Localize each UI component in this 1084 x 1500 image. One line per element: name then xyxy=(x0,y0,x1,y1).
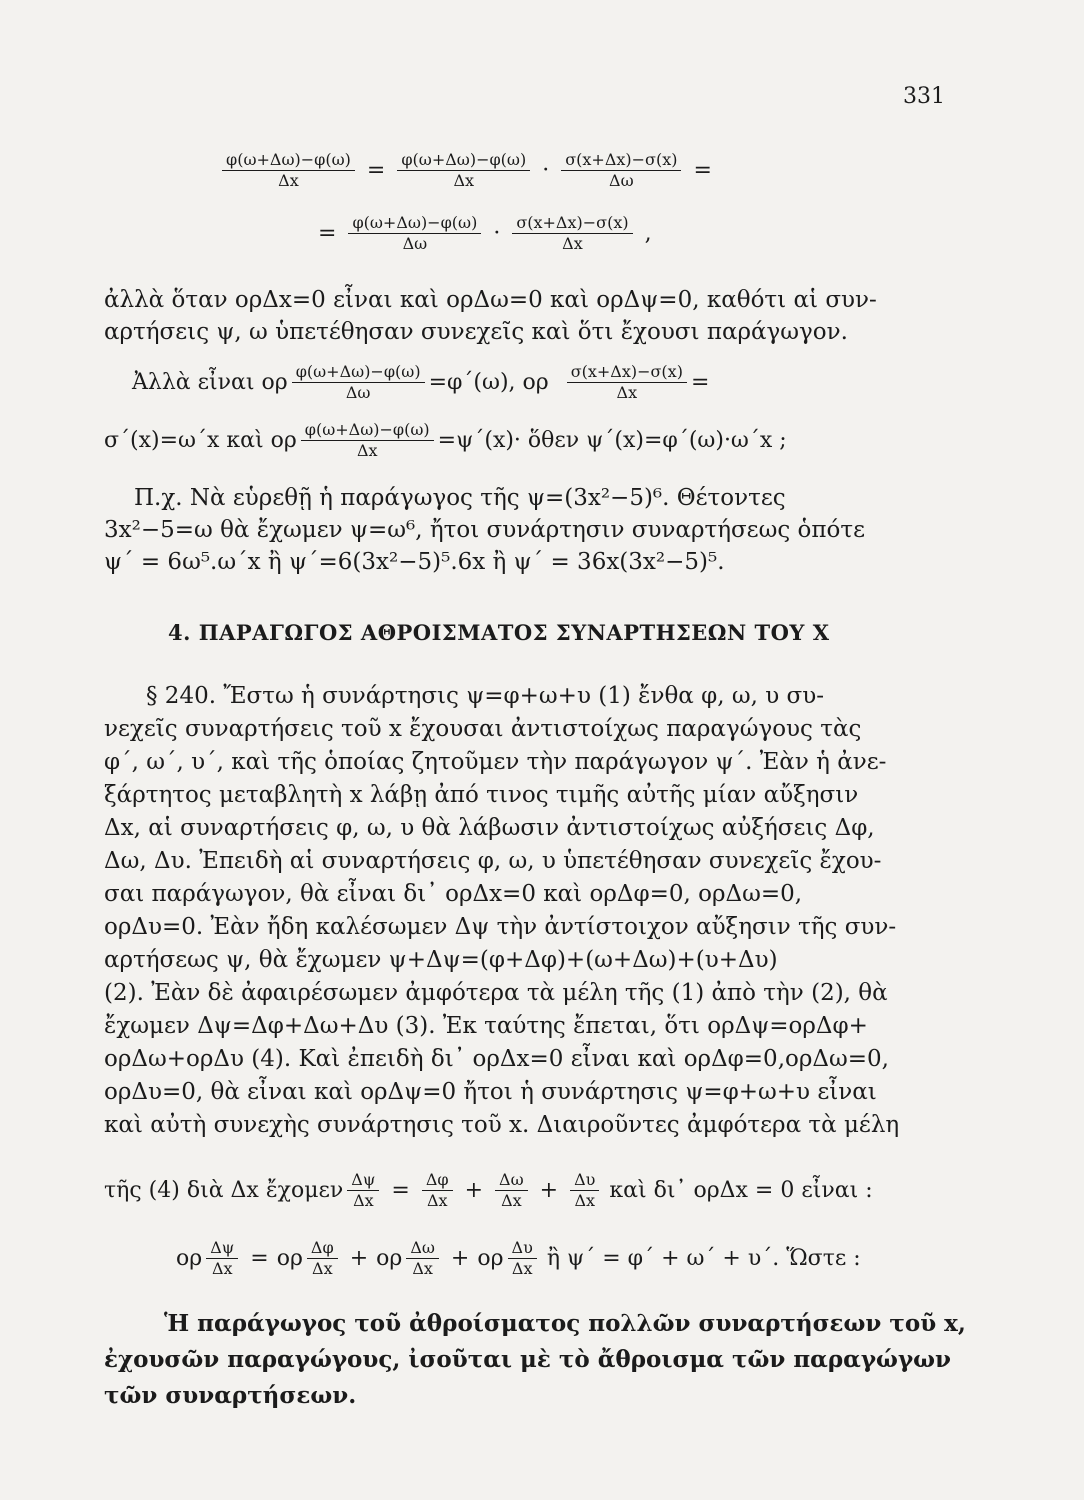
text-line: αρτήσεις ψ, ω ὑπετέθησαν συνεχεῖς καὶ ὅτι ἔχουσι παράγωγον. xyxy=(104,319,848,345)
text-line: ἀλλὰ ὅταν ορΔx=0 εἶναι καὶ ορΔω=0 καὶ ορΔψ=0, καθότι αἱ συν- xyxy=(104,287,877,313)
page-number: 331 xyxy=(903,84,945,109)
section-line: ορΔυ=0. Ἐὰν ἤδη καλέσωμεν Δψ τὴν ἀντίστοιχον αὔξησιν τῆς συν- xyxy=(104,914,897,940)
fraction: $\frac{\varphi(\omega+\Delta\omega)-\varphi(\omega)}{\Delta x}$ xyxy=(301,420,434,461)
equation-1: $\frac{\varphi(\omega+\Delta\omega)-\varphi(\omega)}{\Delta x}$ = $\frac{\varphi(\omega+\Delta\omega)-\varphi(\omega)}{\Delta x}$ · $\frac{\sigma(x+\Delta x)-\sigma(x)}{\Delta\omega}$ = xyxy=(218,150,720,191)
example-line: 3x²−5=ω θὰ ἔχωμεν ψ=ω⁶, ἤτοι συνάρτησιν συναρτήσεως ὁπότε xyxy=(104,517,865,543)
fraction: $\frac{\Delta\upsilon}{\Delta x}$ xyxy=(570,1170,599,1211)
theorem-line: ἐχουσῶν παραγώγους, ἰσοῦται μὲ τὸ ἄθροισμα τῶν παραγώγων xyxy=(104,1346,951,1373)
section-line: § 240. Ἔστω ἡ συνάρτησις ψ=φ+ω+υ (1) ἔνθα φ, ω, υ συ- xyxy=(146,683,824,709)
section-line: αρτήσεως ψ, θὰ ἔχωμεν ψ+Δψ=(φ+Δφ)+(ω+Δω)+(υ+Δυ) xyxy=(104,947,778,973)
fraction: $\frac{\Delta\psi}{\Delta x}$ xyxy=(206,1238,238,1279)
equation-5: τῆς (4) διὰ Δx ἔχομεν $\frac{\Delta\psi}{\Delta x}$ = $\frac{\Delta\varphi}{\Delta x}$ + $\frac{\Delta\omega}{\Delta x}$ + $\frac{\Delta\upsilon}{\Delta x}$ καὶ δι᾽ ορΔx = 0 εἶναι : xyxy=(104,1170,873,1210)
section-line: νεχεῖς συναρτήσεις τοῦ x ἔχουσαι ἀντιστοίχως παραγώγους τὰς xyxy=(104,716,862,742)
fraction: $\frac{\Delta\varphi}{\Delta x}$ xyxy=(307,1238,338,1279)
fraction: $\frac{\Delta\psi}{\Delta x}$ xyxy=(347,1170,379,1211)
fraction: $\frac{\varphi(\omega+\Delta\omega)-\varphi(\omega)}{\Delta\omega}$ xyxy=(292,362,425,403)
fraction: $\frac{\sigma(x+\Delta x)-\sigma(x)}{\Delta x}$ xyxy=(567,362,687,403)
fraction: $\frac{\Delta\upsilon}{\Delta x}$ xyxy=(508,1238,537,1279)
fraction: $\frac{\Delta\omega}{\Delta x}$ xyxy=(406,1238,439,1279)
section-line: ξάρτητος μεταβλητὴ x λάβῃ ἀπό τινος τιμῆς αὐτῆς μίαν αὔξησιν xyxy=(104,782,859,808)
section-line: Δx, αἱ συναρτήσεις φ, ω, υ θὰ λάβωσιν ἀντιστοίχως αὐξήσεις Δφ, xyxy=(104,815,875,841)
fraction: $\frac{\varphi(\omega+\Delta\omega)-\varphi(\omega)}{\Delta x}$ xyxy=(222,150,355,191)
example-line: ψ΄ = 6ω⁵.ω΄x ἢ ψ΄=6(3x²−5)⁵.6x ἢ ψ΄ = 36x(3x²−5)⁵. xyxy=(104,549,725,575)
section-line: σαι παράγωγον, θὰ εἶναι δι᾽ ορΔx=0 καὶ ορΔφ=0, ορΔω=0, xyxy=(104,881,803,907)
fraction: $\frac{\varphi(\omega+\Delta\omega)-\varphi(\omega)}{\Delta\omega}$ xyxy=(348,213,481,254)
equation-6: ορ $\frac{\Delta\psi}{\Delta x}$ = ορ $\frac{\Delta\varphi}{\Delta x}$ + ορ $\frac{\Delta\omega}{\Delta x}$ + ορ $\frac{\Delta\upsilon}{\Delta x}$ ἢ ψ΄ = φ΄ + ω΄ + υ΄. Ὥστε : xyxy=(176,1238,861,1278)
equation-2: = $\frac{\varphi(\omega+\Delta\omega)-\varphi(\omega)}{\Delta\omega}$ · $\frac{\sigma(x+\Delta x)-\sigma(x)}{\Delta x}$ , xyxy=(318,213,652,253)
fraction: $\frac{\Delta\omega}{\Delta x}$ xyxy=(495,1170,528,1211)
fraction: $\frac{\varphi(\omega+\Delta\omega)-\varphi(\omega)}{\Delta x}$ xyxy=(397,150,530,191)
section-line: ορΔω+ορΔυ (4). Καὶ ἐπειδὴ δι᾽ ορΔx=0 εἶναι καὶ ορΔφ=0,ορΔω=0, xyxy=(104,1046,889,1072)
equation-4: σ΄(x)=ω΄x καὶ ορ $\frac{\varphi(\omega+\Delta\omega)-\varphi(\omega)}{\Delta x}$ =ψ΄(x)· ὅθεν ψ΄(x)=φ΄(ω)·ω΄x ; xyxy=(104,420,787,460)
section-line: Δω, Δυ. Ἐπειδὴ αἱ συναρτήσεις φ, ω, υ ὑπετέθησαν συνεχεῖς ἔχου- xyxy=(104,848,882,874)
example-line: Π.χ. Νὰ εὑρεθῇ ἡ παράγωγος τῆς ψ=(3x²−5)⁶. Θέτοντες xyxy=(134,485,786,511)
section-line: φ΄, ω΄, υ΄, καὶ τῆς ὁποίας ζητοῦμεν τὴν παράγωγον ψ΄. Ἐὰν ἡ ἀνε- xyxy=(104,749,887,775)
section-line: καὶ αὐτὴ συνεχὴς συνάρτησις τοῦ x. Διαιροῦντες ἀμφότερα τὰ μέλη xyxy=(104,1112,900,1138)
equation-3: Ἀλλὰ εἶναι ορ $\frac{\varphi(\omega+\Delta\omega)-\varphi(\omega)}{\Delta\omega}$ =φ΄(ω), ορ $\frac{\sigma(x+\Delta x)-\sigma(x)}{\Delta x}$ = xyxy=(132,362,710,402)
fraction: $\frac{\Delta\varphi}{\Delta x}$ xyxy=(422,1170,453,1211)
theorem-line: τῶν συναρτήσεων. xyxy=(104,1382,357,1409)
fraction: $\frac{\sigma(x+\Delta x)-\sigma(x)}{\Delta\omega}$ xyxy=(561,150,681,191)
fraction: $\frac{\sigma(x+\Delta x)-\sigma(x)}{\Delta x}$ xyxy=(512,213,632,254)
theorem-line: Ἡ παράγωγος τοῦ ἀθροίσματος πολλῶν συναρτήσεων τοῦ x, xyxy=(164,1310,966,1337)
section-heading: 4. ΠΑΡΑΓΩΓΟΣ ΑΘΡΟΙΣΜΑΤΟΣ ΣΥΝΑΡΤΗΣΕΩΝ ΤΟΥ Χ xyxy=(168,620,830,645)
section-line: (2). Ἐὰν δὲ ἀφαιρέσωμεν ἀμφότερα τὰ μέλη τῆς (1) ἀπὸ τὴν (2), θὰ xyxy=(104,980,888,1006)
section-line: ἔχωμεν Δψ=Δφ+Δω+Δυ (3). Ἐκ ταύτης ἔπεται, ὅτι ορΔψ=ορΔφ+ xyxy=(104,1013,868,1039)
section-line: ορΔυ=0, θὰ εἶναι καὶ ορΔψ=0 ἤτοι ἡ συνάρτησις ψ=φ+ω+υ εἶναι xyxy=(104,1079,877,1105)
